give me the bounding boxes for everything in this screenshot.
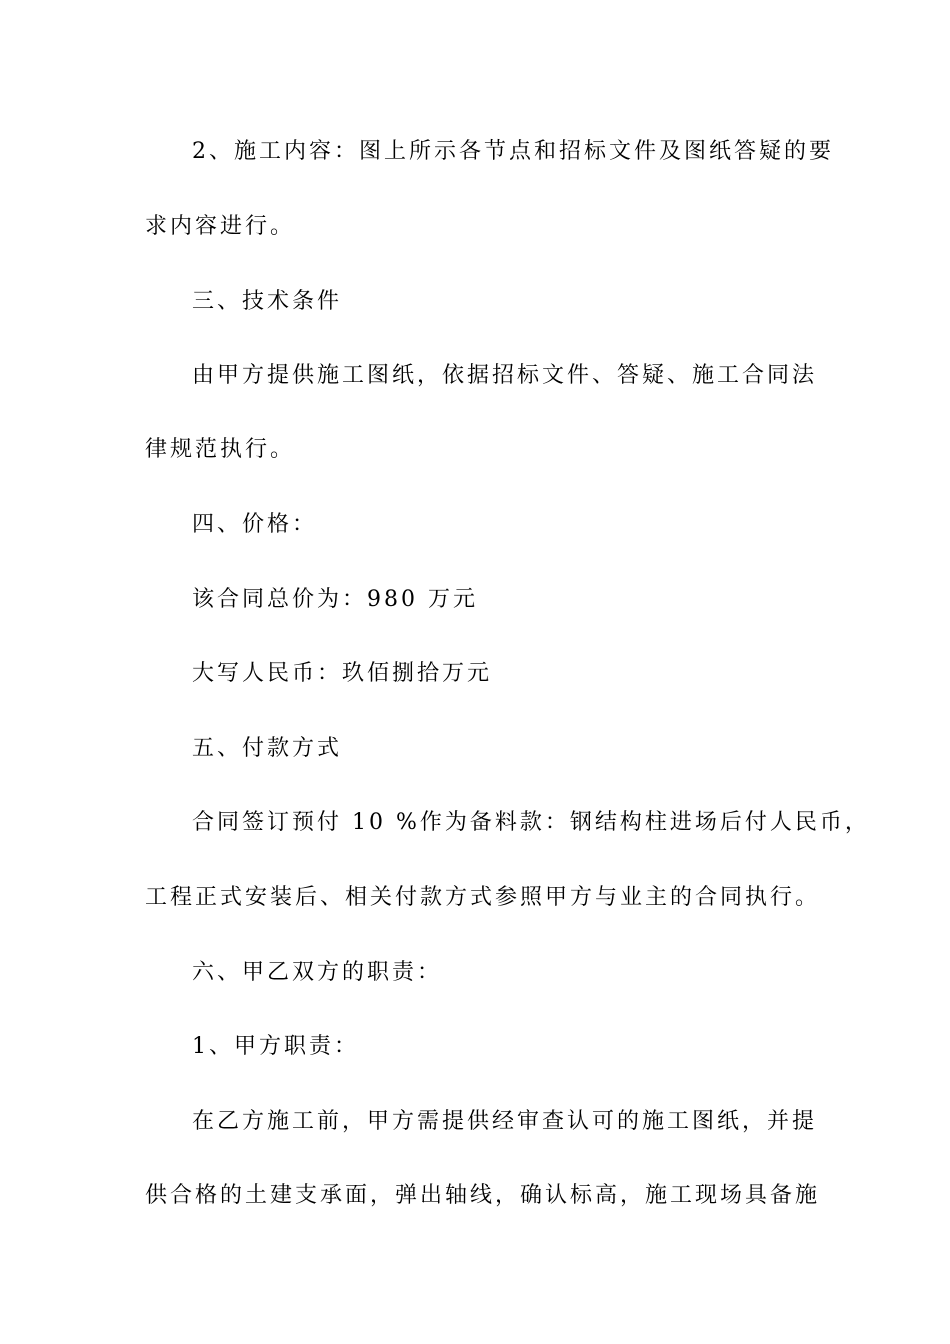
- paragraph-construction-content-line-1: 2、施工内容：图上所示各节点和招标文件及图纸答疑的要: [192, 139, 834, 164]
- paragraph-construction-content-line-2: 求内容进行。: [145, 214, 296, 239]
- price-uppercase-text: 大写人民币：玖佰捌拾万元: [192, 661, 493, 686]
- paragraph-payment-method-line-2: 工程正式安装后、相关付款方式参照甲方与业主的合同执行。: [145, 885, 821, 910]
- paragraph-party-a-responsibilities-line-1: 在乙方施工前，甲方需提供经审查认可的施工图纸，并提: [192, 1109, 818, 1134]
- paragraph-payment-method-line-1: 合同签订预付 10 %作为备料款：钢结构柱进场后付人民币，: [192, 810, 870, 835]
- paragraph-technical-conditions-line-2: 律规范执行。: [145, 437, 296, 462]
- paragraph-party-a-responsibilities-line-2: 供合格的土建支承面，弹出轴线，确认标高，施工现场具备施: [145, 1183, 821, 1208]
- section-heading-technical-conditions: 三、技术条件: [192, 289, 343, 314]
- price-total-text: 该合同总价为：980 万元: [192, 587, 478, 612]
- section-heading-payment-method: 五、付款方式: [192, 736, 343, 761]
- subsection-heading-party-a-responsibilities: 1、甲方职责：: [192, 1034, 359, 1059]
- section-heading-price: 四、价格：: [192, 512, 318, 537]
- paragraph-technical-conditions-line-1: 由甲方提供施工图纸，依据招标文件、答疑、施工合同法: [192, 363, 818, 388]
- section-heading-responsibilities: 六、甲乙双方的职责：: [192, 960, 443, 985]
